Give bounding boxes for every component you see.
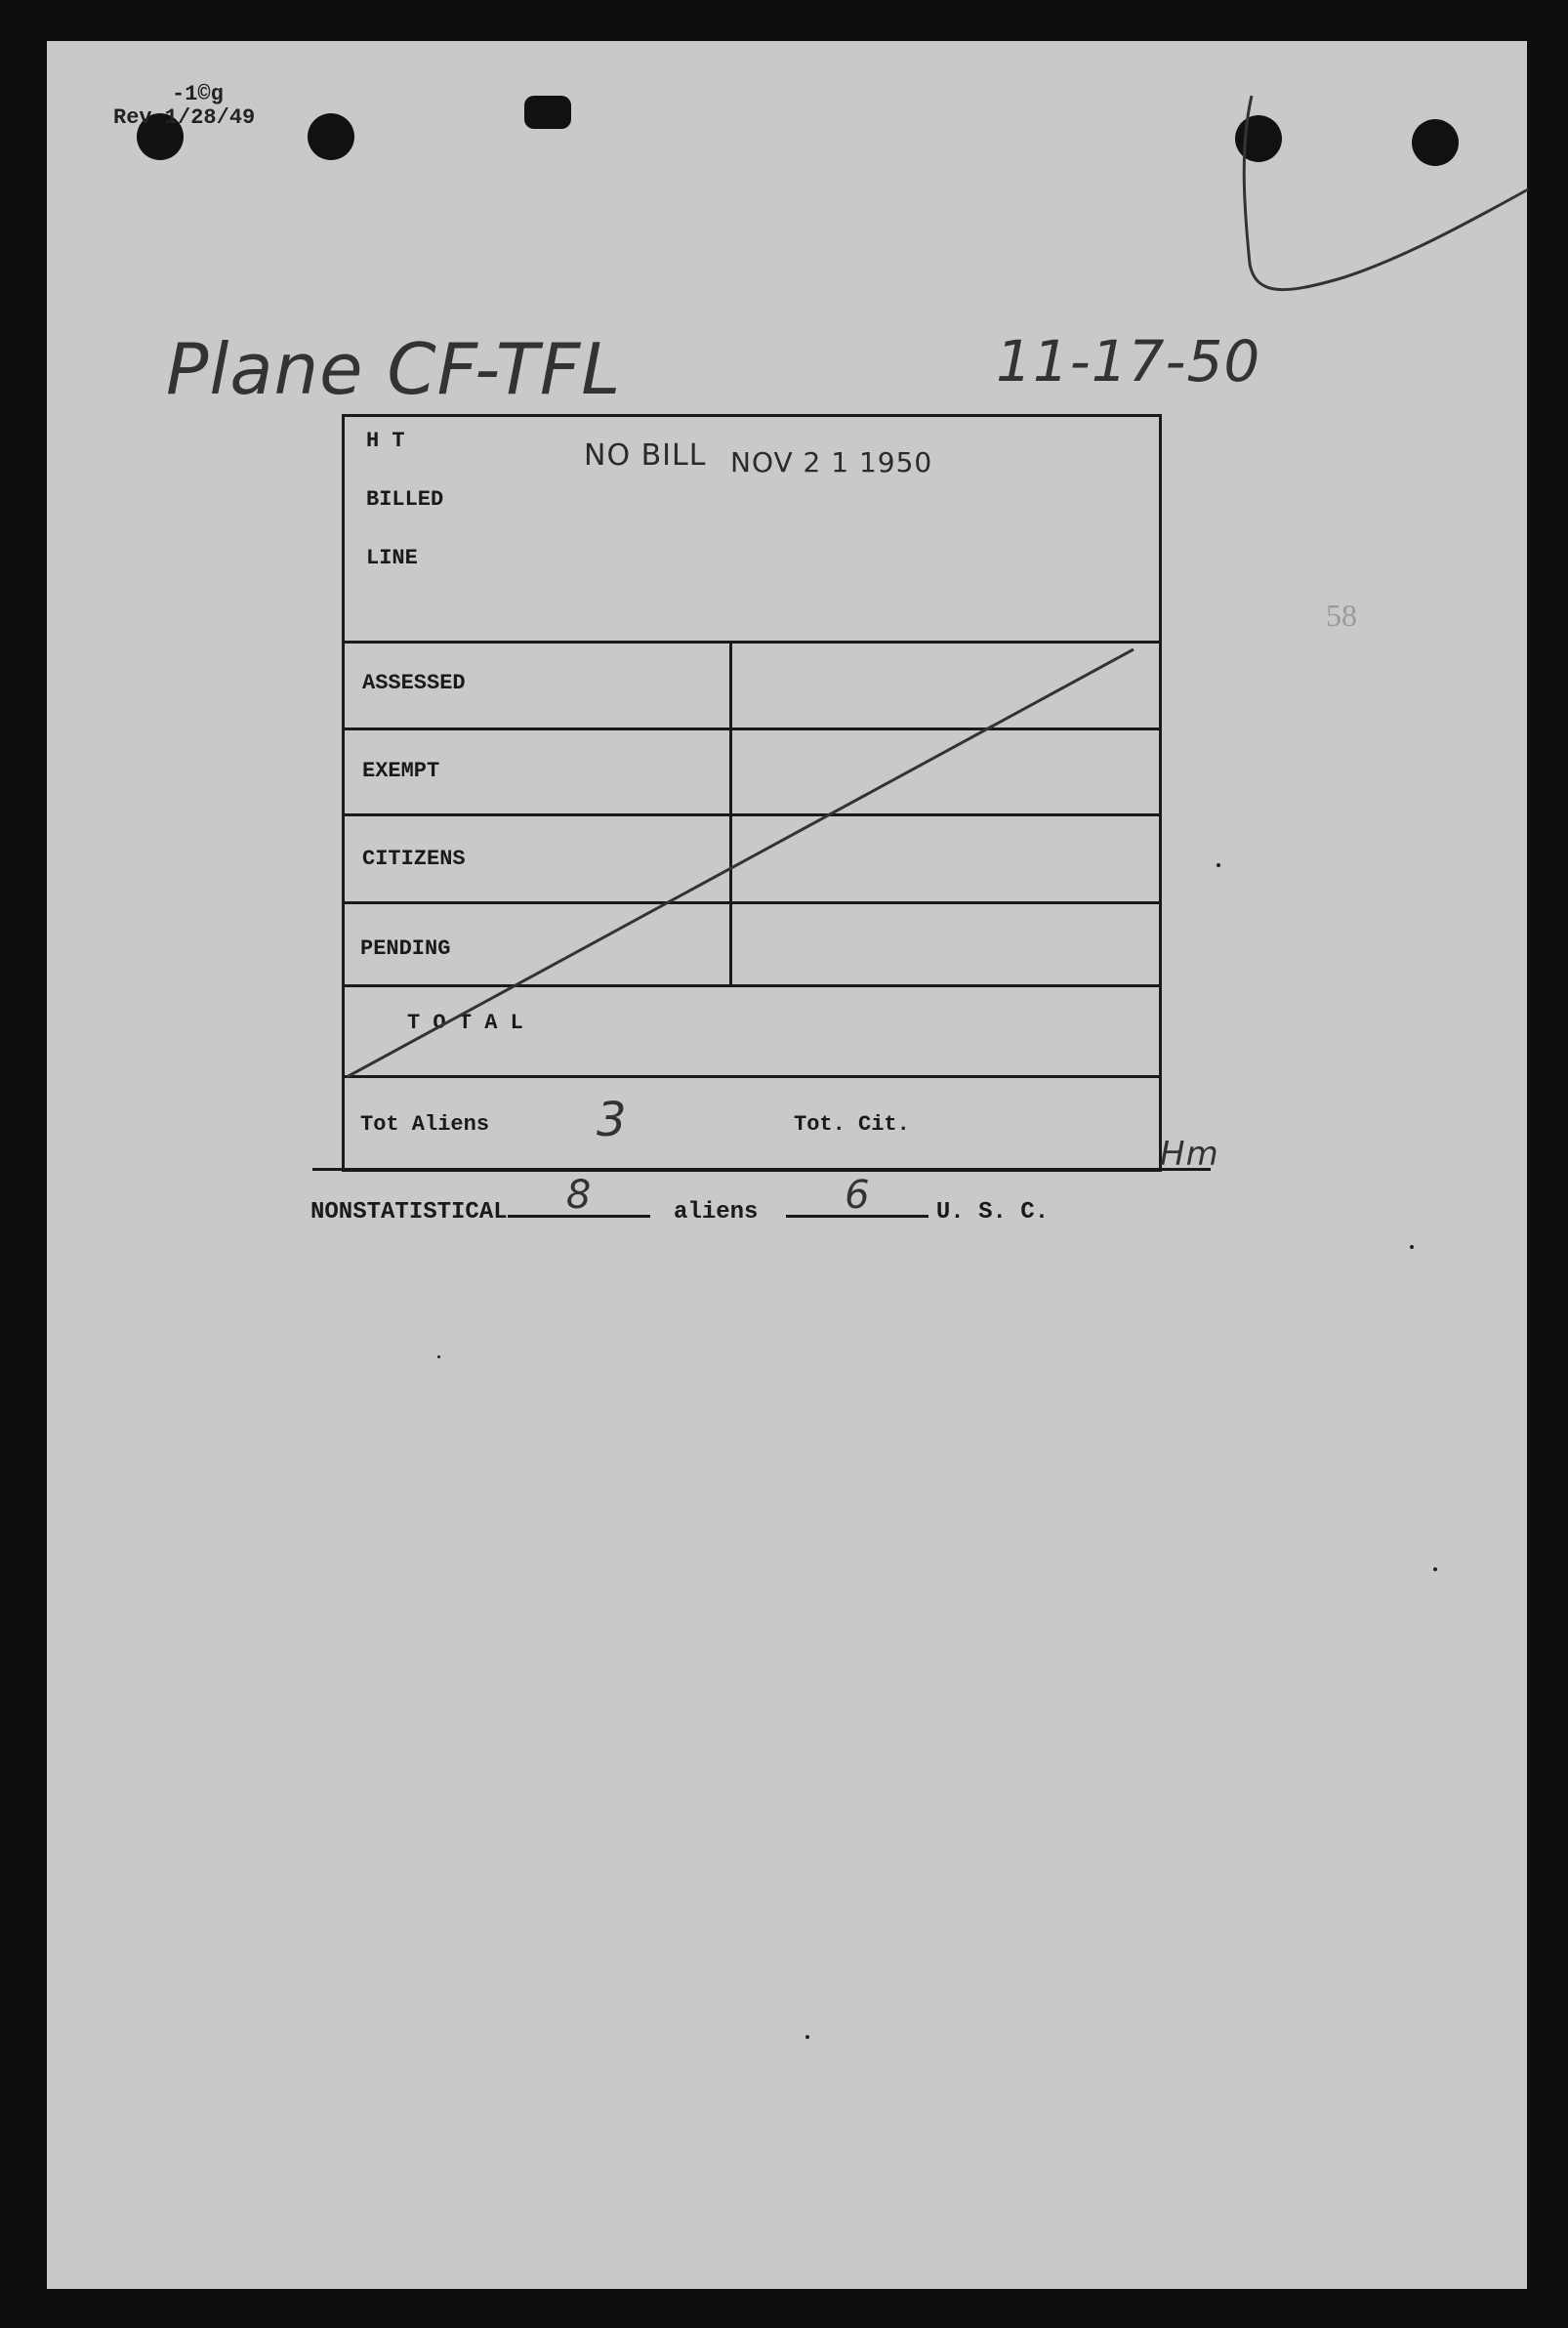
handwritten-nonstat-aliens: 8 bbox=[565, 1173, 592, 1218]
stamp-no-bill: NO BILL bbox=[584, 438, 707, 473]
handwritten-nonstat-usc: 6 bbox=[845, 1173, 870, 1218]
scan-speck bbox=[1433, 1567, 1437, 1571]
pen-curve-mark bbox=[1230, 88, 1533, 303]
diagonal-strike-line bbox=[345, 417, 1159, 1169]
label-tot-cit: Tot. Cit. bbox=[794, 1112, 910, 1137]
scan-speck bbox=[1410, 1245, 1414, 1249]
label-total: T O T A L bbox=[407, 1011, 523, 1035]
label-ht: H T bbox=[366, 429, 405, 453]
blank-nonstat-aliens bbox=[508, 1173, 650, 1218]
form-number: -1©g bbox=[172, 82, 224, 106]
label-nonstatistical: NONSTATISTICAL bbox=[310, 1199, 508, 1226]
blank-nonstat-usc bbox=[786, 1173, 928, 1218]
punch-hole-top-center bbox=[524, 96, 571, 129]
nonstatistical-line bbox=[310, 1173, 1050, 1226]
handwritten-date: 11-17-50 bbox=[996, 328, 1261, 395]
label-aliens: aliens bbox=[674, 1199, 759, 1226]
label-line: LINE bbox=[366, 546, 418, 570]
label-exempt: EXEMPT bbox=[362, 759, 440, 783]
label-usc: U. S. C. bbox=[935, 1199, 1050, 1226]
scan-speck bbox=[805, 2035, 809, 2039]
faint-page-number: 58 bbox=[1326, 598, 1357, 633]
label-tot-aliens: Tot Aliens bbox=[360, 1112, 490, 1137]
form-revision: Rev 1/28/49 bbox=[113, 105, 256, 130]
scan-speck bbox=[1217, 863, 1220, 867]
handwritten-initials: Hm bbox=[1160, 1135, 1219, 1174]
scan-speck bbox=[437, 1355, 440, 1358]
form-code bbox=[113, 83, 367, 130]
tally-form bbox=[342, 414, 1162, 1172]
label-billed: BILLED bbox=[366, 487, 444, 512]
handwritten-tot-aliens: 3 bbox=[597, 1093, 628, 1147]
stamp-date: NOV 2 1 1950 bbox=[730, 446, 933, 478]
label-pending: PENDING bbox=[360, 936, 451, 961]
label-assessed: ASSESSED bbox=[362, 671, 466, 695]
form-bottom-rule bbox=[312, 1168, 1211, 1171]
label-citizens: CITIZENS bbox=[362, 847, 466, 871]
handwritten-title: Plane CF-TFL bbox=[166, 328, 622, 410]
